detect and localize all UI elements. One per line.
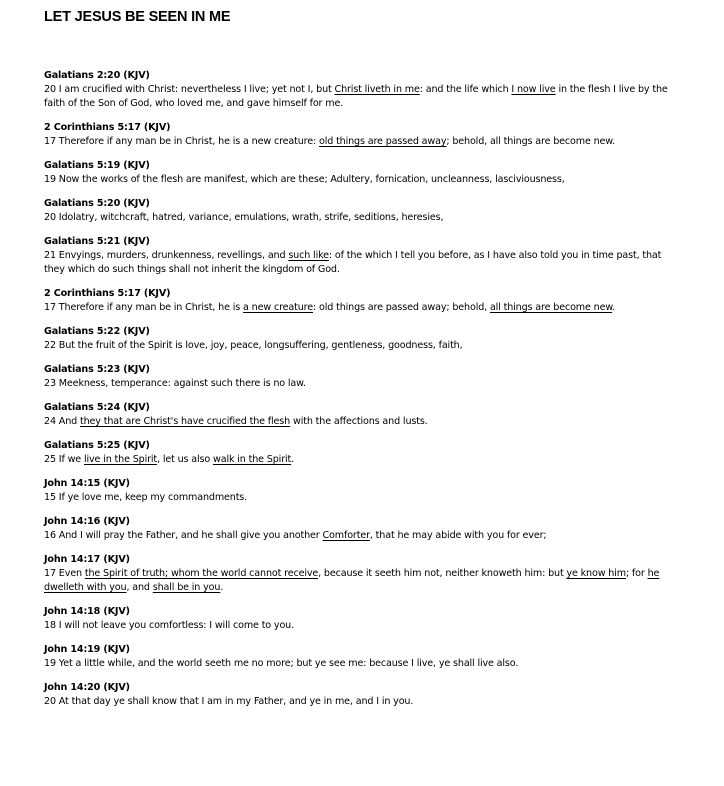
underlined-phrase: shall be in you — [152, 582, 221, 593]
verse-text — [44, 695, 684, 709]
verse-text — [44, 415, 684, 429]
verse-text — [44, 211, 684, 225]
scripture-entry — [44, 553, 684, 595]
verse-text — [44, 567, 684, 595]
verse-text — [44, 249, 684, 277]
scripture-reference: Galatians 5:22 (KJV) — [44, 326, 150, 337]
scripture-reference: John 14:18 (KJV) — [44, 606, 130, 617]
verse-segment: 24 And — [44, 416, 80, 427]
underlined-phrase: Comforter — [322, 530, 370, 541]
verse-segment: ; for — [625, 568, 648, 579]
verse-segment: 22 But the fruit of the Spirit is love, joy, peace, longsuffering, gentleness, goodness, faith, — [44, 340, 463, 351]
verse-segment: 17 Therefore if any man be in Christ, he is a new creature: — [44, 136, 319, 147]
scripture-entry — [44, 515, 684, 543]
verse-segment: , and — [126, 582, 153, 593]
underlined-phrase: they that are Christ's have crucified the flesh — [80, 416, 291, 427]
verse-segment: 19 Yet a little while, and the world seeth me no more; but ye see me: because I live, ye shall live also. — [44, 658, 519, 669]
verse-text — [44, 83, 684, 111]
verse-segment: , let us also — [157, 454, 214, 465]
verse-segment: 20 I am crucified with Christ: nevertheless I live; yet not I, but — [44, 84, 335, 95]
underlined-phrase: Christ liveth in me — [334, 84, 420, 95]
scripture-entry — [44, 325, 684, 353]
verse-segment: 17 Therefore if any man be in Christ, he is — [44, 302, 244, 313]
verse-segment: : old things are passed away; behold, — [313, 302, 490, 313]
scripture-entry — [44, 477, 684, 505]
scripture-entry — [44, 159, 684, 187]
scripture-reference: Galatians 5:19 (KJV) — [44, 160, 150, 171]
scripture-entry — [44, 363, 684, 391]
verse-segment: 16 And I will pray the Father, and he shall give you another — [44, 530, 323, 541]
scripture-entry — [44, 287, 684, 315]
verse-segment: , because it seeth him not, neither knoweth him: but — [318, 568, 567, 579]
scripture-reference: John 14:20 (KJV) — [44, 682, 130, 693]
scripture-entry — [44, 197, 684, 225]
scripture-entry — [44, 235, 684, 277]
underlined-phrase: ye know him — [566, 568, 626, 579]
underlined-phrase: old things are passed away — [319, 136, 447, 147]
underlined-phrase: a new creature — [243, 302, 314, 313]
scripture-entry — [44, 401, 684, 429]
verse-segment: 21 Envyings, murders, drunkenness, revellings, and — [44, 250, 289, 261]
scripture-reference: John 14:17 (KJV) — [44, 554, 130, 565]
scripture-entry — [44, 69, 684, 111]
verse-segment: . — [291, 454, 295, 465]
verse-text — [44, 657, 684, 671]
scripture-reference: Galatians 5:24 (KJV) — [44, 402, 150, 413]
scripture-entry — [44, 605, 684, 633]
scripture-reference: Galatians 2:20 (KJV) — [44, 70, 150, 81]
verse-segment: with the affections and lusts. — [290, 416, 428, 427]
verse-text — [44, 173, 684, 187]
underlined-phrase: the Spirit of truth; whom the world cannot receive — [84, 568, 319, 579]
underlined-phrase: live in the Spirit — [83, 454, 158, 465]
verse-segment: 20 Idolatry, witchcraft, hatred, variance, emulations, wrath, strife, seditions, heresies, — [44, 212, 444, 223]
verse-segment: : and the life which — [419, 84, 512, 95]
scripture-reference: Galatians 5:21 (KJV) — [44, 236, 150, 247]
scripture-reference: Galatians 5:25 (KJV) — [44, 440, 150, 451]
verse-text — [44, 135, 684, 149]
underlined-phrase: I now live — [511, 84, 556, 95]
verse-segment: . — [220, 582, 224, 593]
scripture-reference: Galatians 5:23 (KJV) — [44, 364, 150, 375]
verse-segment: 15 If ye love me, keep my commandments. — [44, 492, 248, 503]
scripture-reference: John 14:16 (KJV) — [44, 516, 130, 527]
verse-text — [44, 339, 684, 353]
scripture-entry — [44, 439, 684, 467]
scripture-entry — [44, 643, 684, 671]
scripture-reference: Galatians 5:20 (KJV) — [44, 198, 150, 209]
verse-segment: 23 Meekness, temperance: against such there is no law. — [44, 378, 306, 389]
verse-segment: 19 Now the works of the flesh are manifest, which are these; Adultery, fornication, uncleanness, lasciviousness, — [44, 174, 565, 185]
scripture-entry — [44, 681, 684, 709]
verse-segment: 18 I will not leave you comfortless: I will come to you. — [44, 620, 295, 631]
verse-segment: in the flesh I live by the faith of the Son of God, who loved me, and gave himself for me. — [44, 84, 668, 109]
page-title: LET JESUS BE SEEN IN ME — [44, 9, 231, 25]
scripture-reference: John 14:19 (KJV) — [44, 644, 130, 655]
scripture-entry — [44, 121, 684, 149]
verse-segment: ; behold, all things are become new. — [446, 136, 616, 147]
scripture-list — [44, 69, 684, 719]
verse-segment: , that he may abide with you for ever; — [369, 530, 547, 541]
underlined-phrase: he dwelleth with you — [44, 568, 660, 593]
scripture-reference: John 14:15 (KJV) — [44, 478, 130, 489]
scripture-reference: 2 Corinthians 5:17 (KJV) — [44, 122, 171, 133]
verse-text — [44, 453, 684, 467]
verse-segment: . — [612, 302, 616, 313]
verse-text — [44, 529, 684, 543]
verse-segment: 17 Even — [44, 568, 85, 579]
scripture-reference: 2 Corinthians 5:17 (KJV) — [44, 288, 171, 299]
verse-segment: : of the which I tell you before, as I have also told you in time past, that they which do such things shall not inherit the kingdom of God. — [44, 250, 662, 275]
underlined-phrase: walk in the Spirit — [213, 454, 292, 465]
verse-segment: 20 At that day ye shall know that I am in my Father, and ye in me, and I in you. — [44, 696, 414, 707]
verse-text — [44, 377, 684, 391]
verse-text — [44, 491, 684, 505]
verse-text — [44, 301, 684, 315]
underlined-phrase: all things are become new — [489, 302, 613, 313]
verse-text — [44, 619, 684, 633]
underlined-phrase: such like — [288, 250, 329, 261]
verse-segment: 25 If we — [44, 454, 84, 465]
